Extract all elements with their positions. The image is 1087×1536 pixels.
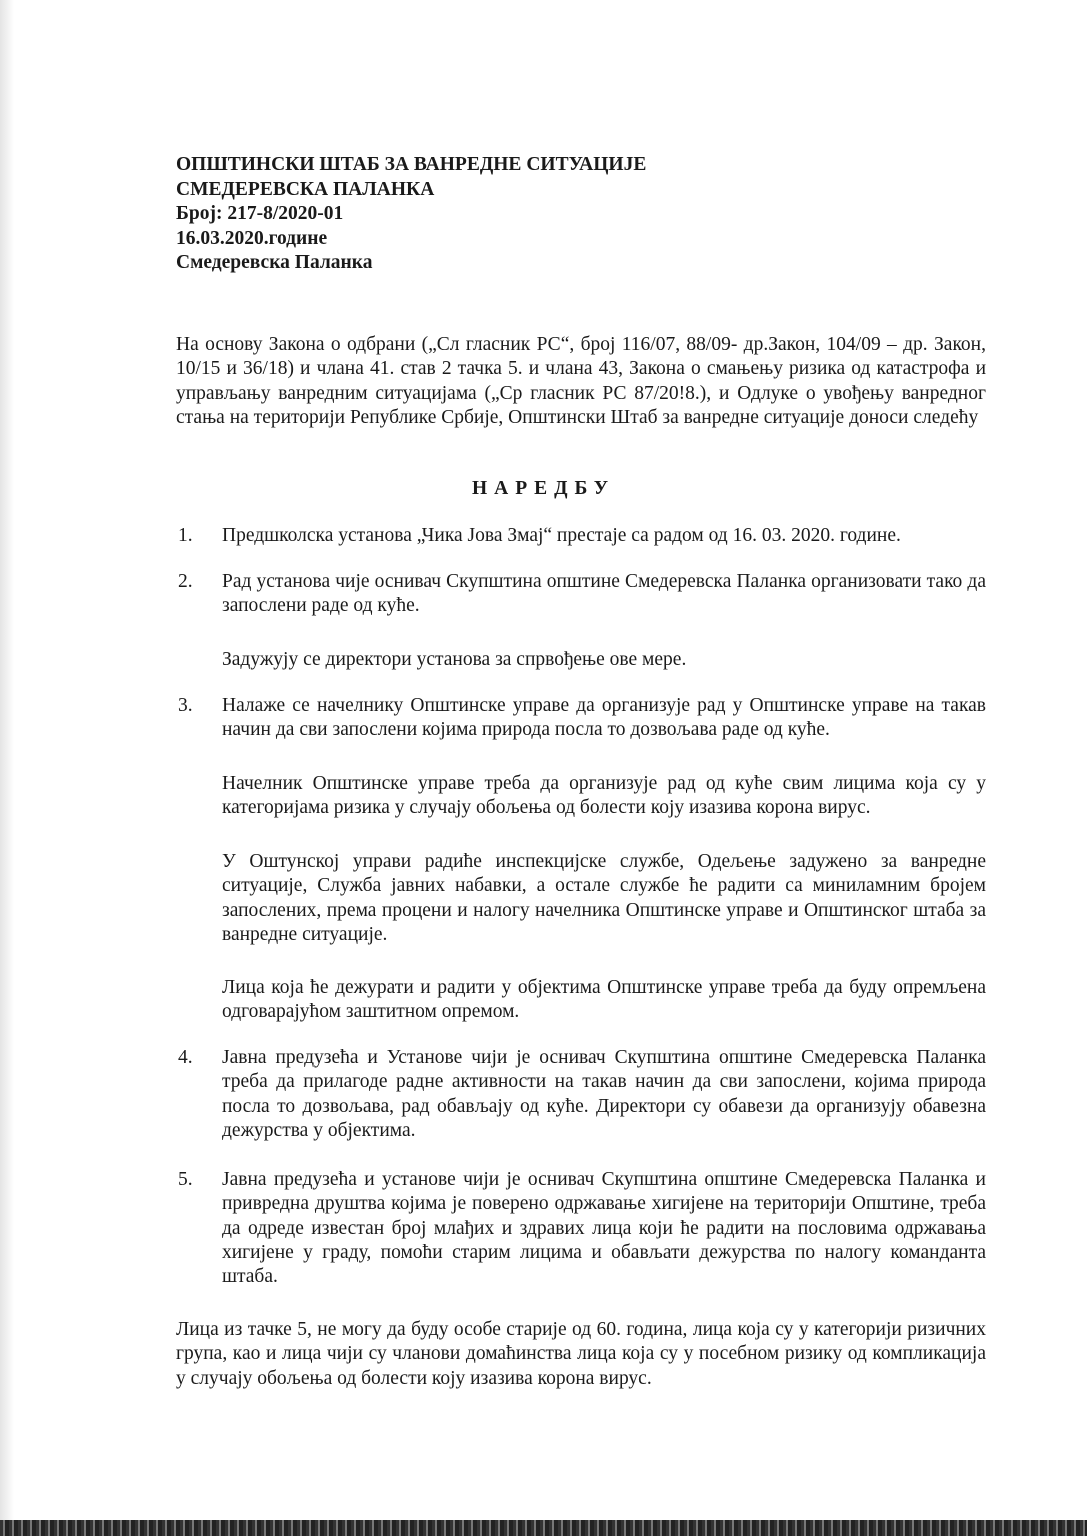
issuer-name: ОПШТИНСКИ ШТАБ ЗА ВАНРЕДНЕ СИТУАЦИЈЕ <box>176 154 647 175</box>
preamble-paragraph: На основу Закона о одбрани („Сл гласник РС“, број 116/07, 88/09- др.Закон, 104/09 – др. Закон, 10/15 и 36/18) и члана 41. став 2 тачка 5. и члана 43, Закона о смањењу ризика од катастрофа и управљању ванредним ситуацијама („Ср гласник РС 87/20!8.), и Одлуке о увођењу ванредног стања на територији Републике Србије, Општински Штаб за ванредне ситуације доноси следећу <box>176 334 986 428</box>
item-number: 3. <box>178 695 193 716</box>
list-item <box>176 524 986 548</box>
item-text: Рад установа чије оснивач Скупштина општине Смедеревска Паланка организовати тако да запослени раде од куће. <box>222 571 986 617</box>
item-number: 1. <box>178 525 193 546</box>
document-title: НАРЕДБУ <box>471 478 616 499</box>
item-subparagraph: Задужују се директори установа за спрвођење ове мере. <box>222 649 687 670</box>
list-item <box>176 694 986 743</box>
scan-edge-shadow <box>0 0 14 1536</box>
item-number: 4. <box>178 1047 193 1068</box>
list-item <box>176 1046 986 1143</box>
item-subparagraph: Начелник Општинске управе треба да организује рад од куће свим лицима која су у категоријама ризика у случају обољења од болести коју изазива корона вирус. <box>222 773 986 819</box>
list-item <box>176 570 986 619</box>
item-subparagraph: У Оштунској управи радиће инспекцијске службе, Одељење задужено за ванредне ситуације, Служба јавних набавки, а остале службе ће радити са миниламним бројем запослених, према процени и налогу начелника Општинске управе и Општинског штаба за ванредне ситуације. <box>222 851 986 945</box>
item-text: Јавна предузећа и Установе чији је оснивач Скупштина општине Смедеревска Паланка треба да прилагоде радне активности на такав начин да сви запослени, којима природа посла то дозвољава, рад обављају од куће. Директори су обавези да организују обавезна дежурства у објектима. <box>222 1047 986 1141</box>
item-text: Јавна предузећа и установе чији је оснивач Скупштина општине Смедеревска Паланка и привредна друштва којима је поверено одржавање хигијене на територији Општине, треба да одреде известан број млађих и здравих лица који ће радити на пословима одржавања хигијене у граду, помоћи старим лицима и обављати дежурства по налогу команданта штаба. <box>222 1169 986 1288</box>
item-text: Налаже се начелнику Општинске управе да организује рад у Општинске управе на такав начин да сви запослени којима природа посла то дозвољава раде од куће. <box>222 695 986 741</box>
item-number: 5. <box>178 1169 193 1190</box>
list-item <box>176 1168 986 1289</box>
document-number: Број: 217-8/2020-01 <box>176 203 344 224</box>
closing-paragraph: Лица из тачке 5, не могу да буду особе старије од 60. година, лица која су у категорији ризичних група, као и лица чији су чланови домаћинства лица која су у посебном ризику од компликација у случају обољења од болести коју изазива корона вирус. <box>176 1319 986 1389</box>
scan-bottom-band <box>0 1520 1087 1536</box>
document-date: 16.03.2020.године <box>176 227 328 249</box>
document-place: Смедеревска Паланка <box>176 252 373 273</box>
issuer-town: СМЕДЕРЕВСКА ПАЛАНКА <box>176 178 435 200</box>
item-subparagraph: Лица која ће дежурати и радити у објектима Општинске управе треба да буду опремљена одговарајућом заштитном опремом. <box>222 977 986 1023</box>
document-header <box>176 153 986 276</box>
item-text: Предшколска установа „Чика Јова Змај“ престаје са радом од 16. 03. 2020. године. <box>222 525 901 546</box>
item-number: 2. <box>178 571 193 592</box>
